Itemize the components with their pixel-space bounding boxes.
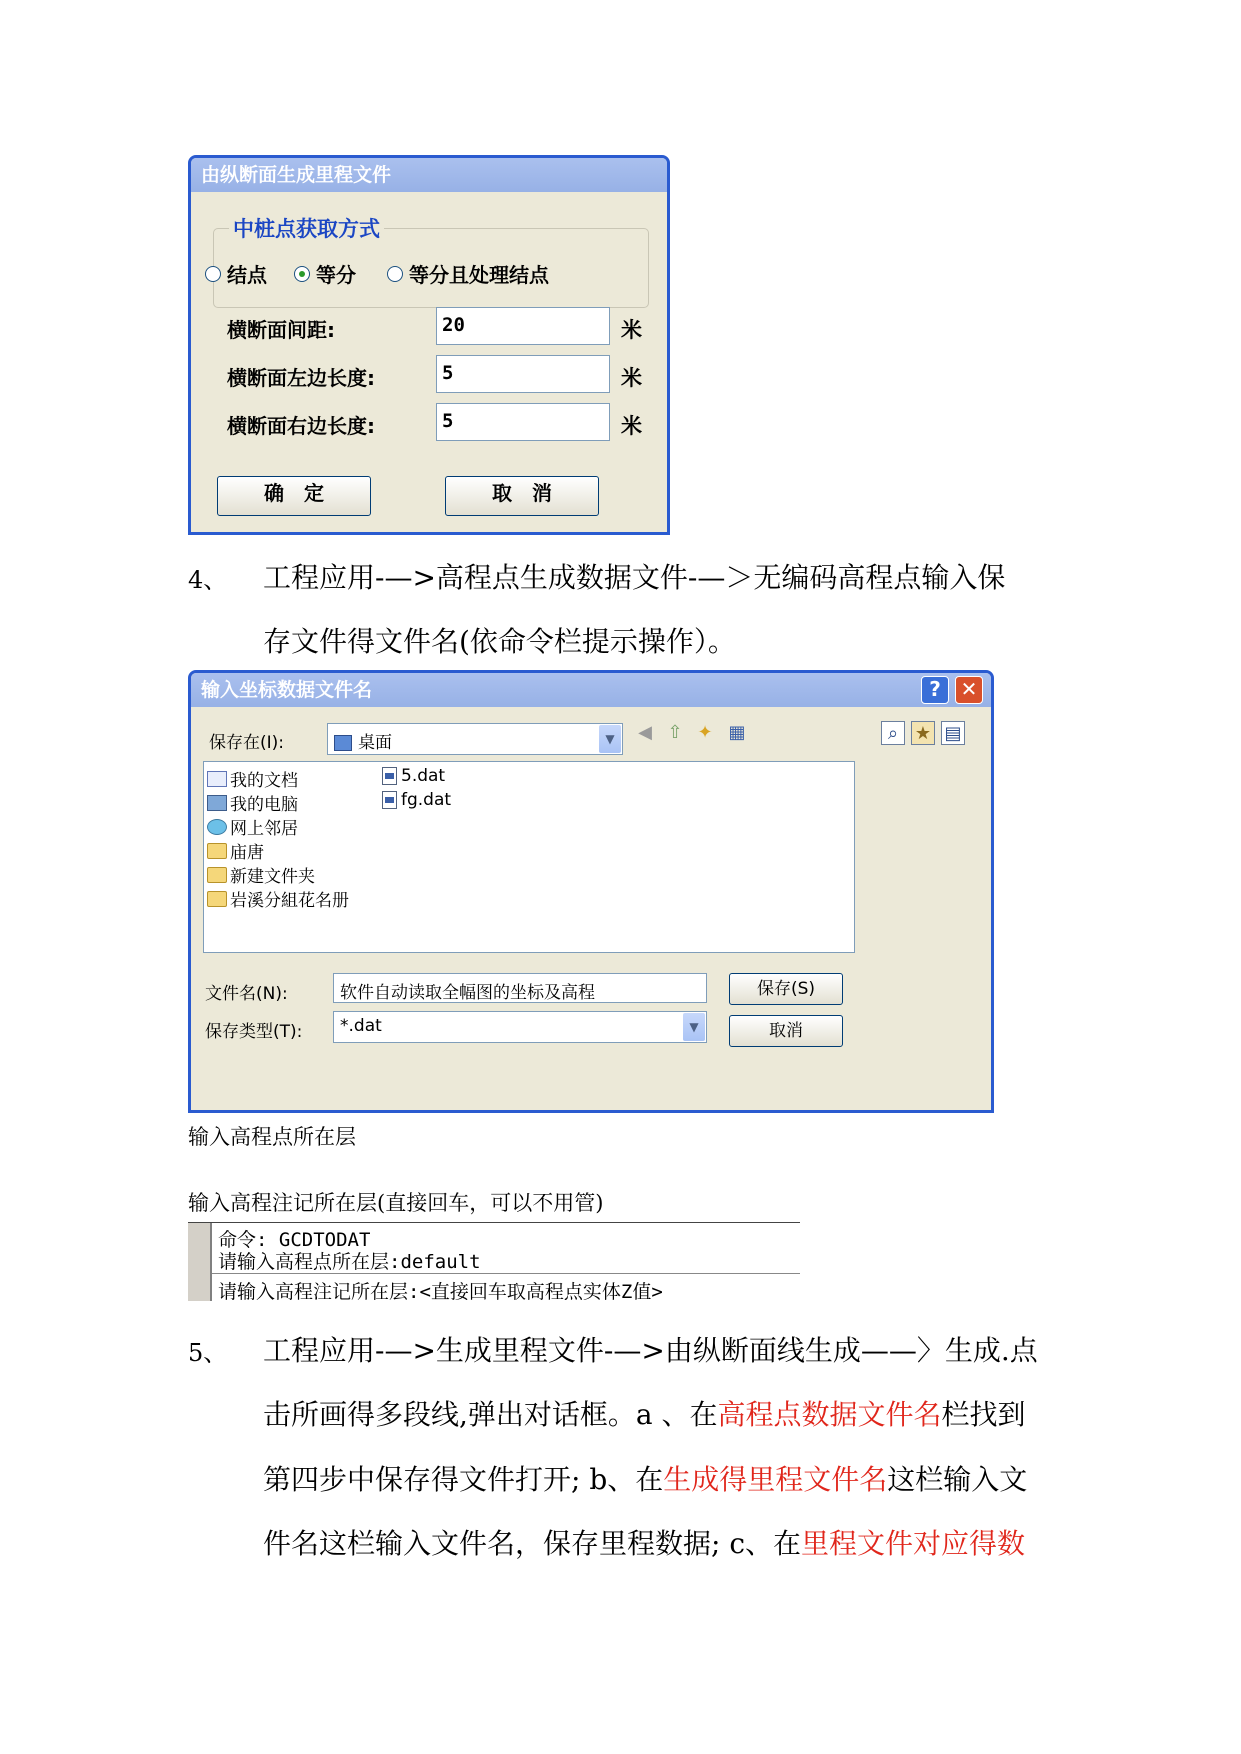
save-file-dialog-title-text: 输入坐标数据文件名: [201, 679, 373, 701]
cancel-button[interactable]: 取消: [729, 1015, 843, 1047]
save-in-value: 桌面: [358, 733, 392, 753]
list-item[interactable]: [207, 814, 298, 839]
filetype-combo[interactable]: [333, 1011, 707, 1043]
desktop-icon: [334, 735, 352, 751]
radio-equal-label: 等分: [316, 263, 356, 287]
step5-line3-highlight: 生成得里程文件名: [663, 1463, 888, 1496]
ok-button[interactable]: 确 定: [217, 476, 371, 516]
folder-icon: [207, 891, 227, 907]
filename-input[interactable]: 软件自动读取全幅图的坐标及高程: [333, 973, 707, 1003]
list-item-label: 新建文件夹: [230, 867, 315, 887]
right-length-unit: 米: [621, 414, 642, 438]
command-line-3[interactable]: 请输入高程注记所在层:<直接回车取高程点实体Z值>: [218, 1281, 663, 1303]
search-icon[interactable]: ⌕: [881, 721, 905, 745]
stake-method-title: 中桩点获取方式: [229, 213, 384, 243]
dat-file-icon: [382, 791, 397, 809]
radio-node-label: 结点: [227, 263, 267, 287]
step5-line2-text: 击所画得多段线,弹出对话框。a 、在: [263, 1398, 718, 1431]
step5-line3: [263, 1458, 1027, 1498]
radio-equal-dot: [294, 266, 310, 282]
step5-line3-text: 第四步中保存得文件打开; b、在: [263, 1463, 664, 1496]
list-item[interactable]: [382, 790, 451, 810]
command-line-panel: [188, 1222, 800, 1303]
filename-label: 文件名(N):: [205, 984, 288, 1004]
command-line-1: 命令: GCDTODAT: [218, 1229, 371, 1251]
filetype-label: 保存类型(T):: [205, 1022, 303, 1042]
list-item[interactable]: [207, 862, 315, 887]
step5-line2-text-end: 栏找到: [941, 1398, 1026, 1431]
caption-layer-note: 输入高程注记所在层(直接回车，可以不用管): [188, 1191, 604, 1215]
up-folder-icon[interactable]: ⇧: [667, 722, 683, 743]
mileage-dialog: [188, 155, 670, 535]
list-item-label: 5.dat: [401, 766, 446, 786]
list-item-label: 岩溪分組花名册: [230, 891, 349, 911]
right-length-label: 横断面右边长度:: [227, 414, 375, 438]
radio-node-dot: [205, 266, 221, 282]
list-item-label: 庙唐: [230, 843, 264, 863]
new-folder-icon[interactable]: ✦: [697, 722, 713, 743]
chevron-down-icon: ▼: [683, 1013, 705, 1041]
step5-line2: [263, 1393, 1026, 1433]
left-length-input[interactable]: 5: [436, 355, 610, 393]
dat-file-icon: [382, 767, 397, 785]
step4-number: 4、: [188, 566, 228, 594]
save-in-label: 保存在(I):: [209, 733, 285, 753]
back-icon[interactable]: ◀: [638, 722, 652, 743]
favorites-icon[interactable]: ★: [911, 721, 935, 745]
close-button[interactable]: ✕: [955, 676, 983, 704]
step4-line2: 存文件得文件名(依命令栏提示操作）。: [263, 625, 736, 658]
step4-line1: 工程应用-—>高程点生成数据文件-—＞无编码高程点输入保: [263, 561, 1006, 594]
list-item-label: fg.dat: [401, 790, 452, 810]
left-length-label: 横断面左边长度:: [227, 366, 375, 390]
list-item-label: 我的文档: [230, 771, 298, 791]
spacing-unit: 米: [621, 318, 642, 342]
list-item[interactable]: [207, 790, 298, 815]
step5-line4-highlight: 里程文件对应得数: [801, 1527, 1026, 1560]
radio-node[interactable]: [205, 259, 267, 288]
save-file-dialog: [188, 670, 994, 1113]
command-divider: [212, 1273, 800, 1274]
folder-icon: [207, 843, 227, 859]
step5-line4-text: 件名这栏输入文件名，保存里程数据; c、在: [263, 1527, 802, 1560]
list-item-label: 我的电脑: [230, 795, 298, 815]
list-item-label: 网上邻居: [230, 819, 298, 839]
command-line-grip[interactable]: [188, 1223, 212, 1301]
cancel-button[interactable]: 取 消: [445, 476, 599, 516]
network-icon: [207, 819, 227, 835]
caption-layer-point: 输入高程点所在层: [188, 1125, 356, 1149]
tools-icon[interactable]: ▤: [941, 721, 965, 745]
radio-equal[interactable]: [294, 259, 356, 288]
help-button[interactable]: ?: [921, 676, 949, 704]
save-file-dialog-title: [191, 673, 991, 707]
computer-icon: [207, 795, 227, 811]
radio-equal-node-label: 等分且处理结点: [409, 263, 549, 287]
step5-line2-highlight: 高程点数据文件名: [717, 1398, 942, 1431]
list-item[interactable]: [207, 766, 298, 791]
step5-number: 5、: [188, 1339, 228, 1367]
left-length-unit: 米: [621, 366, 642, 390]
spacing-label: 横断面间距:: [227, 318, 335, 342]
list-item[interactable]: [207, 886, 349, 911]
list-item[interactable]: [382, 766, 445, 786]
right-length-input[interactable]: 5: [436, 403, 610, 441]
documents-icon: [207, 771, 227, 787]
list-item[interactable]: [207, 838, 264, 863]
step5-line3-text-end: 这栏输入文: [887, 1463, 1028, 1496]
radio-equal-node-dot: [387, 266, 403, 282]
save-button[interactable]: 保存(S): [729, 973, 843, 1005]
step5-line4: [263, 1522, 1025, 1562]
filetype-value: *.dat: [340, 1016, 382, 1036]
command-line-2: 请输入高程点所在层:default: [218, 1251, 481, 1273]
folder-icon: [207, 867, 227, 883]
view-menu-icon[interactable]: ▦: [728, 722, 746, 743]
file-list[interactable]: [203, 761, 855, 953]
chevron-down-icon: ▼: [599, 725, 621, 753]
save-in-combo[interactable]: [327, 723, 623, 755]
step5-line1: 工程应用-—>生成里程文件-—>由纵断面线生成——〉生成.点: [263, 1334, 1038, 1367]
mileage-dialog-title: 由纵断面生成里程文件: [191, 158, 667, 192]
spacing-input[interactable]: 20: [436, 307, 610, 345]
radio-equal-node[interactable]: [387, 259, 549, 288]
